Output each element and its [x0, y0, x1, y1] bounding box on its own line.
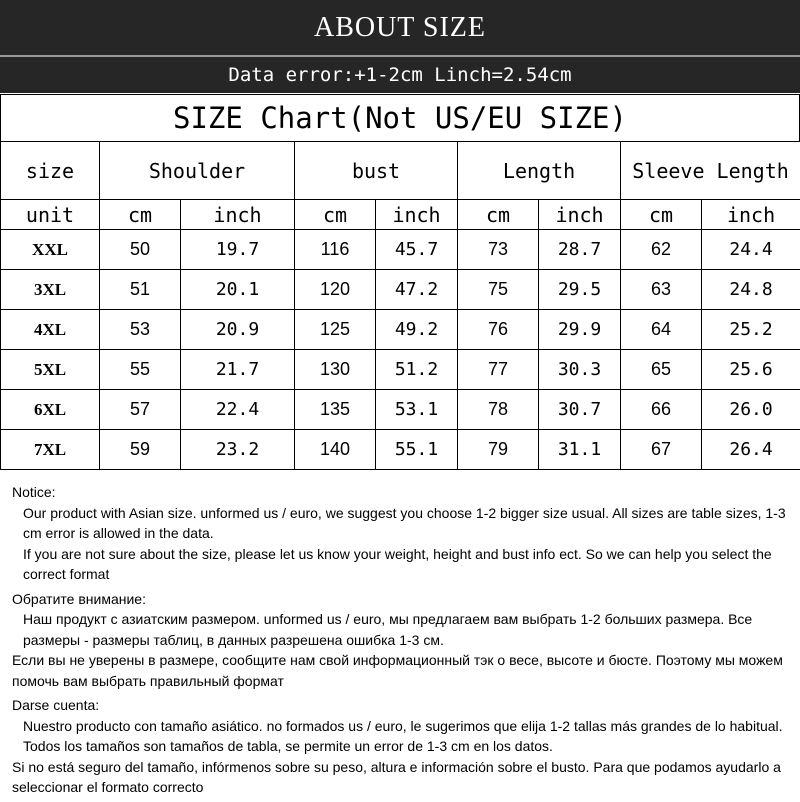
size-value-cell: 63	[621, 270, 702, 310]
size-label-cell: 6XL	[1, 390, 100, 430]
size-value-cell: 22.4	[181, 390, 295, 430]
size-label-cell: 3XL	[1, 270, 100, 310]
size-value-cell: 25.6	[702, 350, 800, 390]
size-row	[1, 310, 800, 350]
size-value-cell: 51.2	[376, 350, 458, 390]
header-row	[1, 142, 800, 200]
size-value-cell: 23.2	[181, 430, 295, 470]
size-value-cell: 120	[295, 270, 376, 310]
header-size: size	[1, 142, 100, 200]
size-value-cell: 28.7	[539, 230, 621, 270]
header-shoulder: Shoulder	[100, 142, 295, 200]
notice-english	[12, 482, 792, 585]
size-value-cell: 19.7	[181, 230, 295, 270]
size-value-cell: 64	[621, 310, 702, 350]
size-value-cell: 29.5	[539, 270, 621, 310]
size-value-cell: 78	[458, 390, 539, 430]
notice-paragraph: Наш продукт с азиатским размером. unformed us / euro, мы предлагаем вам выбрать 1-2 больших размера. Все размеры - размеры таблиц, в данных разрешена ошибка 1-3 см.	[12, 609, 792, 650]
size-value-cell: 130	[295, 350, 376, 390]
notice-paragraph: Si no está seguro del tamaño, infórmenos sobre su peso, altura e información sobre el busto. Para que podamos ayudarlo a seleccionar el formato correcto	[12, 757, 792, 798]
size-table	[0, 141, 800, 470]
size-value-cell: 67	[621, 430, 702, 470]
size-value-cell: 47.2	[376, 270, 458, 310]
size-value-cell: 51	[100, 270, 181, 310]
header-bust: bust	[295, 142, 458, 200]
data-error-note: Data error:+1-2cm Linch=2.54cm	[0, 57, 800, 93]
size-value-cell: 55.1	[376, 430, 458, 470]
size-row	[1, 430, 800, 470]
size-value-cell: 59	[100, 430, 181, 470]
size-value-cell: 24.4	[702, 230, 800, 270]
size-value-cell: 29.9	[539, 310, 621, 350]
notice-paragraph: If you are not sure about the size, please let us know your weight, height and bust info ect. So we can help you select the correct format	[12, 544, 792, 585]
size-value-cell: 135	[295, 390, 376, 430]
size-value-cell: 125	[295, 310, 376, 350]
size-value-cell: 45.7	[376, 230, 458, 270]
size-value-cell: 26.4	[702, 430, 800, 470]
header-sleeve-length: Sleeve Length	[621, 142, 800, 200]
size-value-cell: 75	[458, 270, 539, 310]
size-value-cell: 65	[621, 350, 702, 390]
size-value-cell: 55	[100, 350, 181, 390]
size-value-cell: 20.9	[181, 310, 295, 350]
size-label-cell: 7XL	[1, 430, 100, 470]
size-value-cell: 31.1	[539, 430, 621, 470]
size-value-cell: 116	[295, 230, 376, 270]
size-value-cell: 20.1	[181, 270, 295, 310]
notice-paragraph: Nuestro producto con tamaño asiático. no formados us / euro, le sugerimos que elija 1-2 tallas más grandes de lo habitual. Todos los tamaños son tamaños de tabla, se permite un error de 1-3 cm en los datos.	[12, 716, 792, 757]
size-value-cell: 25.2	[702, 310, 800, 350]
size-value-cell: 53	[100, 310, 181, 350]
notice-heading: Обратите внимание:	[12, 589, 792, 610]
size-value-cell: 24.8	[702, 270, 800, 310]
unit-cell: inch	[181, 200, 295, 230]
size-value-cell: 30.3	[539, 350, 621, 390]
size-value-cell: 77	[458, 350, 539, 390]
size-chart-title: SIZE Chart(Not US/EU SIZE)	[0, 94, 800, 142]
size-label-cell: 4XL	[1, 310, 100, 350]
header-length: Length	[458, 142, 621, 200]
size-row	[1, 350, 800, 390]
unit-cell: cm	[458, 200, 539, 230]
page-title: ABOUT SIZE	[0, 0, 800, 55]
unit-cell: cm	[621, 200, 702, 230]
unit-cell: inch	[539, 200, 621, 230]
size-value-cell: 79	[458, 430, 539, 470]
unit-cell: cm	[295, 200, 376, 230]
size-value-cell: 66	[621, 390, 702, 430]
size-value-cell: 50	[100, 230, 181, 270]
size-value-cell: 21.7	[181, 350, 295, 390]
notice-spanish	[12, 695, 792, 798]
notice-paragraph: Если вы не уверены в размере, сообщите нам свой информационный тэк о весе, высоте и бюсте. Поэтому мы можем помочь вам выбрать правильный формат	[12, 650, 792, 691]
notice-heading: Notice:	[12, 482, 792, 503]
size-label-cell: XXL	[1, 230, 100, 270]
size-row	[1, 270, 800, 310]
size-value-cell: 76	[458, 310, 539, 350]
size-value-cell: 57	[100, 390, 181, 430]
size-value-cell: 30.7	[539, 390, 621, 430]
unit-cell: cm	[100, 200, 181, 230]
notice-paragraph: Our product with Asian size. unformed us / euro, we suggest you choose 1-2 bigger size usual. All sizes are table sizes, 1-3 cm error is allowed in the data.	[12, 503, 792, 544]
unit-cell: inch	[376, 200, 458, 230]
size-value-cell: 53.1	[376, 390, 458, 430]
size-row	[1, 230, 800, 270]
size-value-cell: 62	[621, 230, 702, 270]
size-value-cell: 140	[295, 430, 376, 470]
size-value-cell: 73	[458, 230, 539, 270]
unit-cell: unit	[1, 200, 100, 230]
size-label-cell: 5XL	[1, 350, 100, 390]
notice-heading: Darse cuenta:	[12, 695, 792, 716]
notice-section	[12, 482, 792, 802]
unit-cell: inch	[702, 200, 800, 230]
unit-row	[1, 200, 800, 230]
size-value-cell: 26.0	[702, 390, 800, 430]
size-value-cell: 49.2	[376, 310, 458, 350]
notice-russian	[12, 589, 792, 692]
size-row	[1, 390, 800, 430]
